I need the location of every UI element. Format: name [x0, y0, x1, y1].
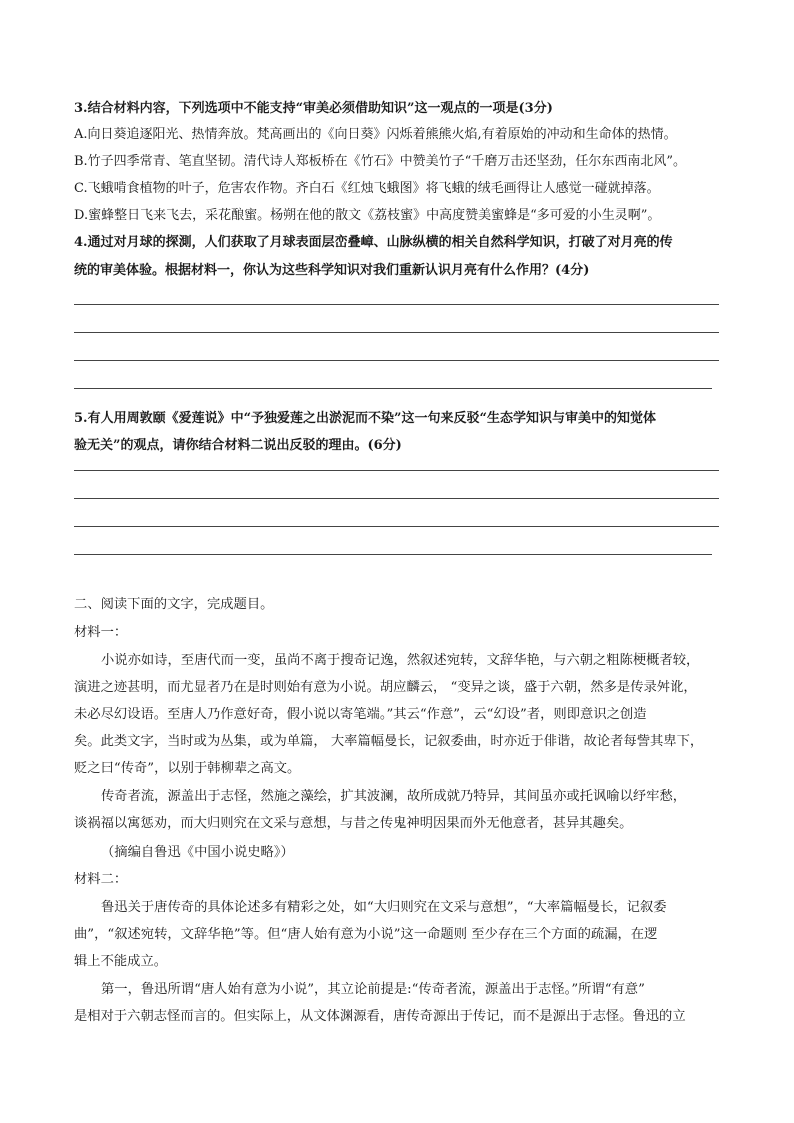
material-2-paragraph-2-line: 是相对于六朝志怪而言的。但实际上，从文体渊源看，唐传奇源出于传记，而不是源出于志怪。鲁迅的立 [74, 1009, 686, 1024]
material-1-paragraph-1-line: 未必尽幻设语。至唐人乃作意好奇，假小说以寄笔端。”其云“作意”，云“幻设”者，则即意识之创造 [74, 707, 647, 722]
question-3-option-a: A.向日葵追逐阳光、热情奔放。梵高画出的《向日葵》闪烁着熊熊火焰,有着原始的冲动和生命体的热情。 [74, 127, 677, 142]
answer-line [74, 470, 719, 471]
material-1-paragraph-1-line: 小说亦如诗，至唐代而一变，虽尚不离于搜奇记逸，然叙述宛转，文辞华艳，与六朝之粗陈梗概者较， [101, 653, 700, 668]
material-2-paragraph-2-line: 第一，鲁迅所谓“唐人始有意为小说”，其立论前提是:“传奇者流，源盖出于志怪。”所谓“有意” [101, 982, 645, 997]
question-5-line-1: 5.有人用周敦颐《爱莲说》中“予独爱莲之出淤泥而不染”这一句来反驳“生态学知识与审美中的知觉体 [74, 411, 657, 426]
question-3-option-d: D.蜜蜂整日飞来飞去，采花酿蜜。杨朔在他的散文《荔枝蜜》中高度赞美蜜蜂是“多可爱的小生灵啊”。 [74, 208, 661, 223]
answer-line [74, 388, 712, 389]
material-1-paragraph-1-line: 演进之迹甚明，而尤显者乃在是时则始有意为小说。胡应麟云， “变异之谈，盛于六朝，然多是传录舛讹， [74, 680, 697, 695]
material-2-paragraph-1-line: 曲”，“叙述宛转，文辞华艳”等。但“唐人始有意为小说”这一命题则 至少存在三个方面的疏漏，在逻 [74, 927, 658, 942]
section-heading: 二、阅读下面的文字，完成题目。 [74, 597, 274, 612]
question-5-line-2: 验无关”的观点，请你结合材料二说出反驳的理由。(6分) [74, 438, 402, 453]
material-1-paragraph-2-line: 谈祸福以寓惩劝，而大归则究在文采与意想，与昔之传鬼神明因果而外无他意者，甚异其趣矣。 [74, 816, 633, 831]
answer-line [74, 526, 719, 527]
question-4-line-1: 4.通过对月球的探測，人们获取了月球表面层峦叠嶂、山脉纵横的相关自然科学知识，打破了对月亮的传 [74, 235, 673, 250]
material-1-paragraph-1-line: 矣。此类文字，当时或为丛集，或为单篇， 大率篇幅曼长，记叙委曲，时亦近于俳谐，故论者每訾其卑下， [74, 734, 704, 749]
material-1-paragraph-1-line: 贬之曰“传奇”，以别于韩柳辈之高文。 [74, 761, 301, 776]
question-3-option-c: C.飞蛾啃食植物的叶子，危害农作物。齐白石《红烛飞蛾图》将飞蛾的绒毛画得让人感觉一碰就掉落。 [74, 181, 660, 196]
answer-line [74, 360, 719, 361]
material-2-paragraph-1-line: 鲁迅关于唐传奇的具体论述多有精彩之处，如“大归则究在文采与意想”，“大率篇幅曼长，记叙委 [101, 900, 667, 915]
answer-line [74, 304, 719, 305]
answer-line [74, 332, 719, 333]
question-3-option-b: B.竹子四季常青、笔直坚韧。清代诗人郑板桥在《竹石》中赞美竹子“千磨万击还坚劲，任尔东西南北风”。 [74, 154, 686, 169]
material-1-label: 材料一： [74, 625, 128, 640]
material-2-paragraph-1-line: 辑上不能成立。 [74, 954, 168, 969]
answer-line [74, 554, 712, 555]
material-1-paragraph-2-line: 传奇者流，源盖出于志怪，然施之藻绘，扩其波澜，故所成就乃特异，其间虽亦或托讽喻以纾牢愁， [101, 789, 687, 804]
material-1-source: （摘编自鲁迅《中国小说史略》） [101, 845, 294, 860]
question-3-stem: 3.结合材料内容，下列选项中不能支持“审美必须借助知识”这一观点的一项是(3分) [74, 101, 553, 116]
question-4-line-2: 统的审美体验。根据材料一，你认为这些科学知识对我们重新认识月亮有什么作用？(4分) [74, 263, 590, 278]
answer-line [74, 498, 719, 499]
material-2-label: 材料二： [74, 872, 128, 887]
